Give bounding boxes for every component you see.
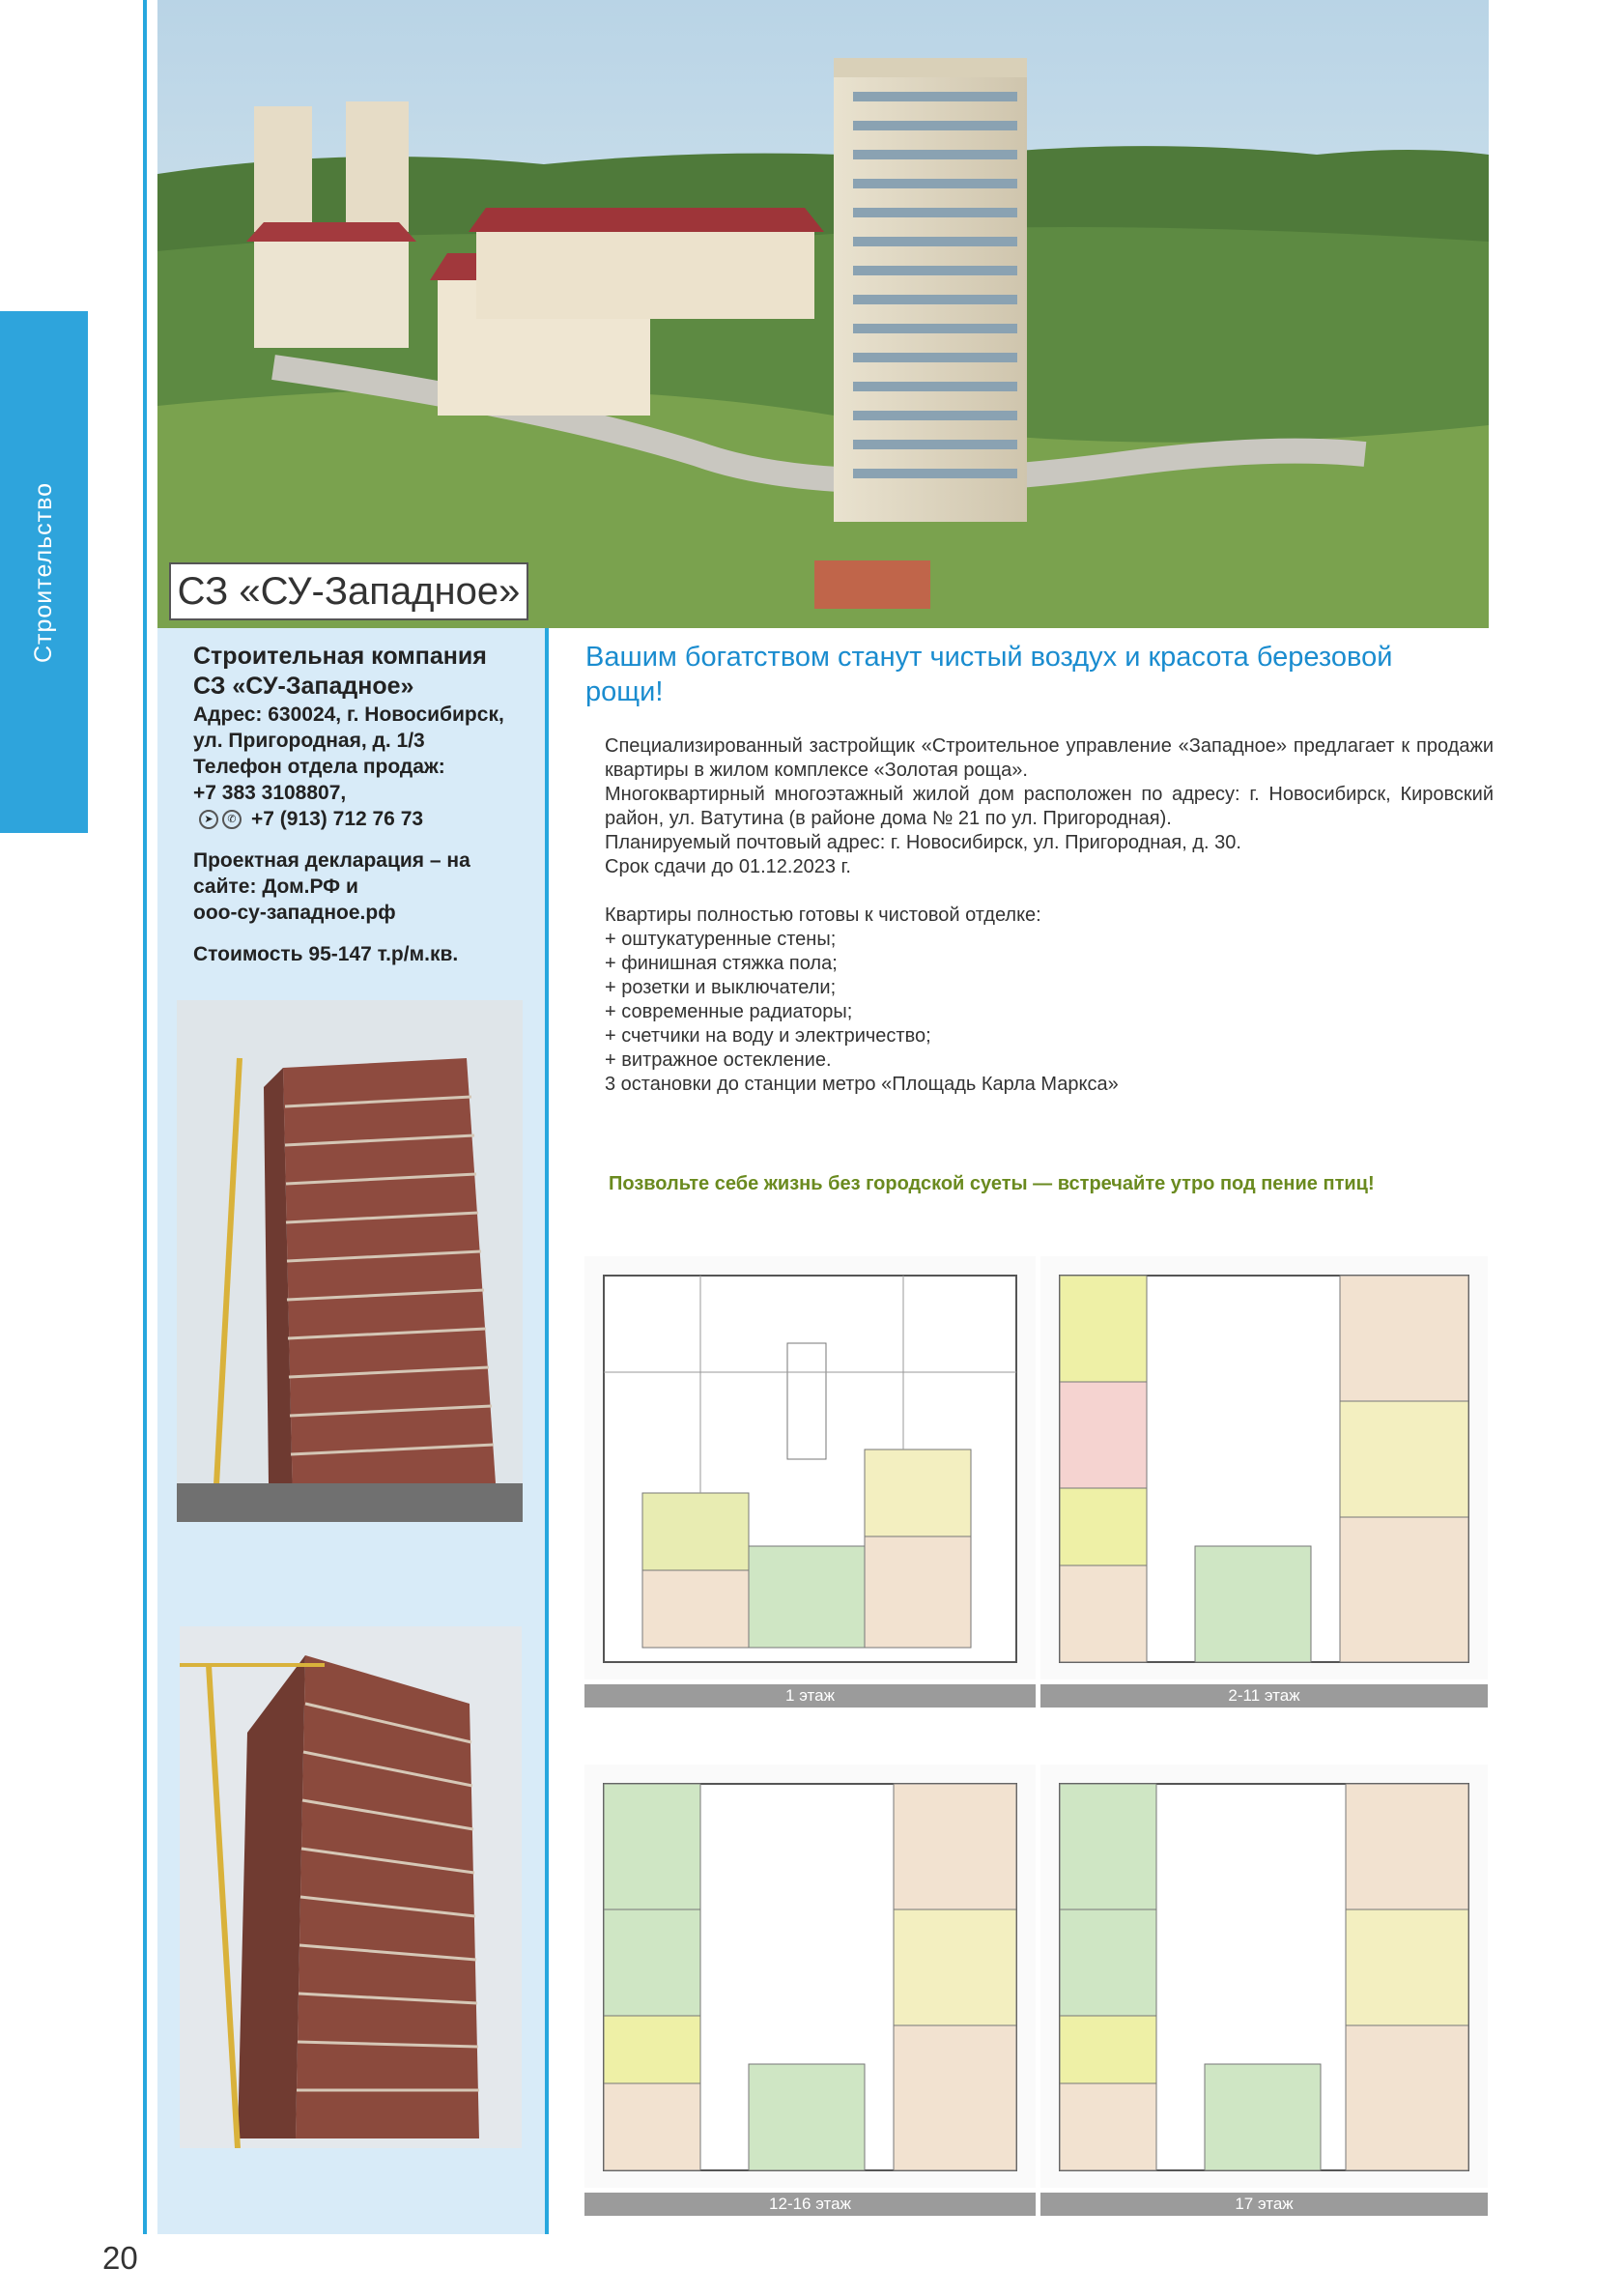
company-info — [193, 642, 541, 967]
declaration-line3: ооо-су-западное.рф — [193, 902, 396, 924]
telegram-icon: ➤ — [199, 810, 218, 829]
hero-image — [157, 0, 1489, 628]
company-name-line2: СЗ «СУ-Западное» — [193, 673, 414, 700]
hero-rendering — [157, 0, 1489, 628]
phone2-row — [193, 806, 541, 832]
company-name-line1: Строительная компания — [193, 643, 487, 670]
paragraph-2: Многоквартирный многоэтажный жилой дом расположен по адресу: г. Новосибирск, Кировский район, ул. Ватутина (в районе дома № 21 по ул. Пригородная). — [605, 784, 1494, 829]
whatsapp-icon: ✆ — [222, 810, 242, 829]
list-item: + современные радиаторы; — [605, 1001, 853, 1022]
floor-plan-3 — [584, 1765, 1036, 2211]
paragraph-4: Срок сдачи до 01.12.2023 г. — [605, 856, 851, 877]
paragraph-3: Планируемый почтовый адрес: г. Новосибирск, ул. Пригородная, д. 30. — [605, 832, 1241, 853]
article-headline: Вашим богатством станут чистый воздух и красота березовой рощи! — [585, 642, 1393, 707]
plan-caption: 1 этаж — [584, 1684, 1036, 1708]
floor-plan-2 — [1040, 1256, 1488, 1703]
list-intro: Квартиры полностью готовы к чистовой отделке: — [605, 904, 1041, 926]
section-tab-label: Строительство — [30, 481, 57, 663]
plan-caption: 12-16 этаж — [584, 2193, 1036, 2216]
paragraph-1: Специализированный застройщик «Строительное управление «Западное» предлагает к продажи квартиры в жилом комплексе «Золотая роща». — [605, 735, 1494, 781]
slogan: Позвольте себе жизнь без городской суеты — встречайте утро под пение птиц! — [609, 1173, 1375, 1194]
construction-photo-1 — [177, 1000, 523, 1522]
declaration-line1: Проектная декларация – на — [193, 849, 470, 872]
left-rule — [143, 0, 147, 2234]
phone1: +7 383 3108807, — [193, 782, 347, 804]
plan-caption: 2-11 этаж — [1040, 1684, 1488, 1708]
middle-rule — [545, 628, 549, 2234]
company-title-box — [169, 562, 528, 620]
construction-photo-2 — [180, 1626, 522, 2148]
address-line1: Адрес: 630024, г. Новосибирск, — [193, 703, 504, 726]
declaration-line2: сайте: Дом.РФ и — [193, 875, 358, 898]
floor-plan-1 — [584, 1256, 1036, 1703]
phone-label: Телефон отдела продаж: — [193, 756, 445, 778]
address-line2: ул. Пригородная, д. 1/3 — [193, 730, 425, 752]
metro-note: 3 остановки до станции метро «Площадь Карла Маркса» — [605, 1074, 1119, 1095]
section-tab-label-wrap — [0, 311, 88, 833]
list-item: + розетки и выключатели; — [605, 977, 837, 998]
article-body — [605, 734, 1494, 1097]
floor-plan-4 — [1040, 1765, 1488, 2211]
list-item: + витражное остекление. — [605, 1049, 832, 1071]
price: Стоимость 95-147 т.р/м.кв. — [193, 943, 459, 965]
company-title: СЗ «СУ-Западное» — [177, 569, 521, 613]
page-number: 20 — [102, 2240, 138, 2276]
list-item: + счетчики на воду и электричество; — [605, 1025, 931, 1047]
phone2: +7 (913) 712 76 73 — [251, 808, 424, 830]
list-item: + оштукатуренные стены; — [605, 929, 837, 950]
list-item: + финишная стяжка пола; — [605, 953, 838, 974]
plan-caption: 17 этаж — [1040, 2193, 1488, 2216]
